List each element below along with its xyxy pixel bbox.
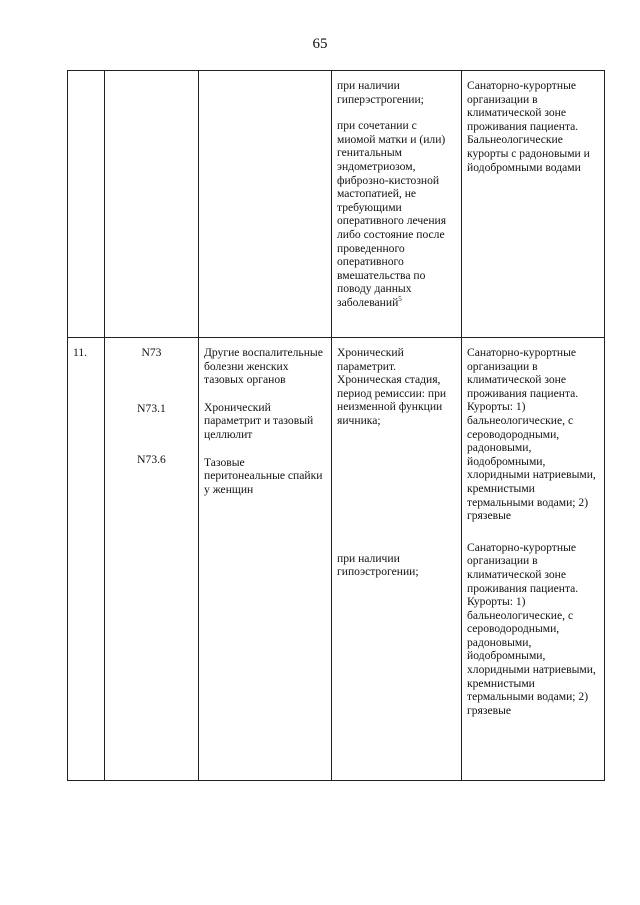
code-cell [105,338,199,781]
condition-text: при наличии гиперэстрогении; [337,79,424,106]
conditions-cell [332,338,462,781]
disease-cell [199,71,332,338]
disease-name: Хронический параметрит и тазовый целлюлит [204,400,314,441]
icd-code: N73 [141,346,162,359]
table-row-11 [68,338,605,781]
treatment-table [67,70,605,781]
resort-text: Санаторно-курортные организации в климатической зоне проживания пациента. Курорты: 1) бальнеологические, с сероводородными, радоновыми, йодобромными, хлоридными натриевыми, кремнистыми термальными водами; 2) грязевые [467,540,596,717]
code-cell [105,71,199,338]
condition-text: при наличии гипоэстрогении; [337,551,419,579]
resort-text: Санаторно-курортные организации в климатической зоне проживания пациента. Курорты: 1) бальнеологические, с сероводородными, радоновыми, йодобромными, хлоридными натриевыми, кремнистыми термальными водами; 2) грязевые [467,346,596,523]
icd-code: N73.1 [137,401,166,415]
table-row-continued [68,71,605,338]
footnote-marker: 5 [398,295,402,304]
condition-text-2 [337,119,456,309]
disease-name: Другие воспалительные болезни женских тазовых органов [204,346,323,387]
conditions-cell [332,71,462,338]
row-number-cell: 11. [68,338,105,781]
page-number: 65 [312,36,328,52]
disease-name: Тазовые перитонеальные спайки у женщин [204,455,323,496]
condition-text: Хронический параметрит. Хроническая стадия, период ремиссии: при неизменной функции яичника; [337,346,447,427]
disease-cell [199,338,332,781]
resort-cell: Санаторно-курортные организации в климатической зоне проживания пациента. Бальнеологические курорты с радоновыми и йодобромными водами [462,71,605,338]
row-number-cell [68,71,105,338]
resort-cell [462,338,605,781]
condition-text-body: при сочетании с миомой матки и (или) генитальным эндометриозом, фиброзно-кистозной мастопатией, не требующими оперативного лечения либо состояние после проведенного оперативного вмешательства по поводу данных заболеваний [337,119,447,309]
icd-code: N73.6 [137,453,166,467]
